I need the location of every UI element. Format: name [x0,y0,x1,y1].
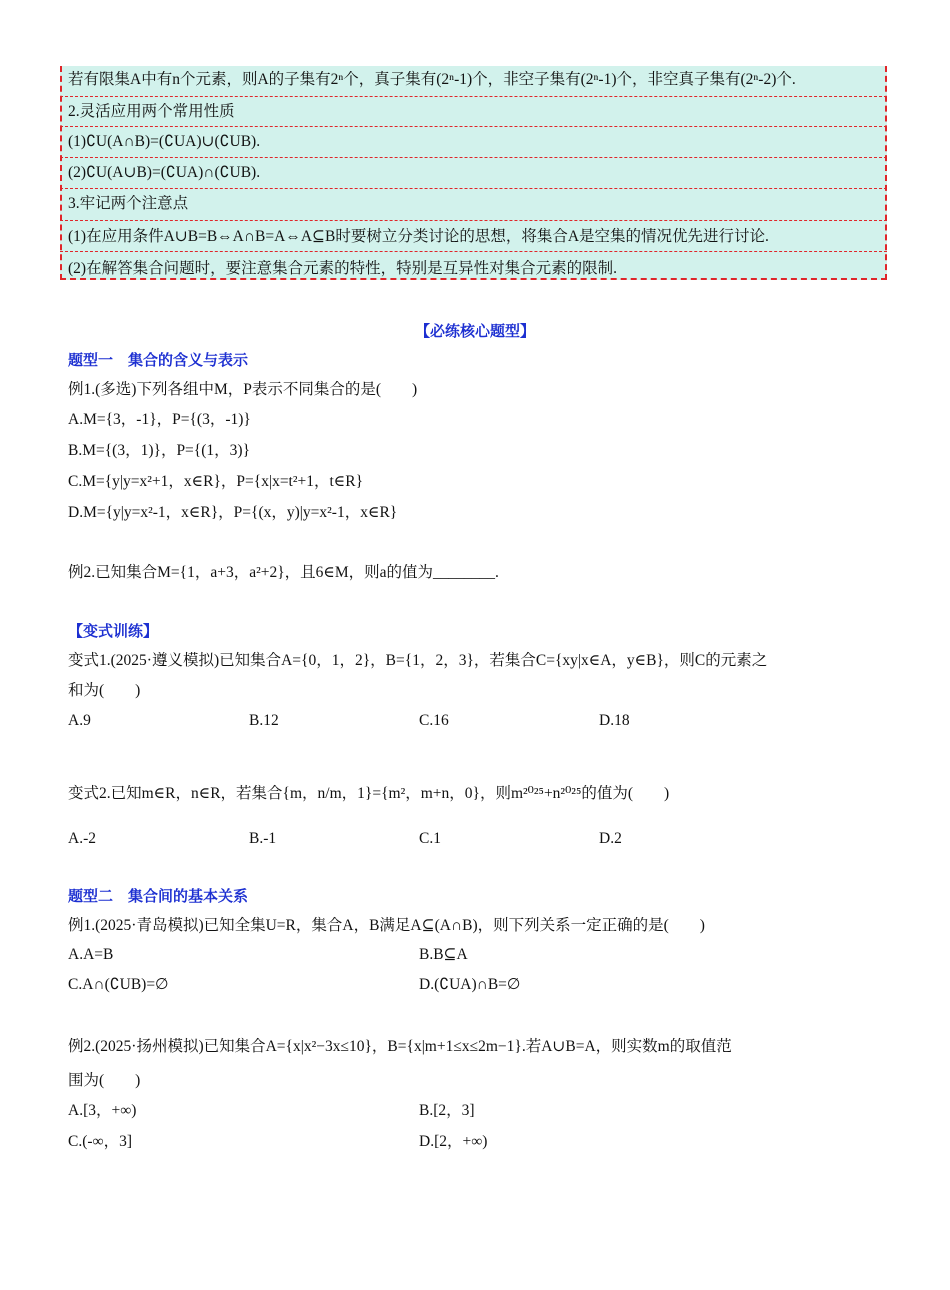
type1-ex1-option-a: A.M={3，-1}，P={(3，-1)} [68,411,251,428]
section-heading: 【必练核心题型】 [414,322,535,340]
type2-ex1-option-a: A.A=B [68,946,114,963]
box-line-7: (2)在解答集合问题时，要注意集合元素的特性，特别是互异性对集合元素的限制. [68,260,617,277]
type1-heading: 题型一 集合的含义与表示 [68,351,249,369]
variant-heading: 【变式训练】 [68,622,159,640]
type2-ex1-option-b: B.B⊆A [419,946,468,963]
box-line-4: (2)∁U(A∪B)=(∁UA)∩(∁UB). [68,164,261,181]
box-divider [60,126,887,127]
type2-ex2-option-d: D.[2，+∞) [419,1133,488,1150]
type1-ex2: 例2.已知集合M={1，a+3，a²+2}，且6∈M，则a的值为________. [68,564,499,581]
box-divider [60,157,887,158]
type2-ex1-option-c: C.A∩(∁UB)=∅ [68,976,169,993]
box-divider [60,251,887,252]
box-divider [60,220,887,221]
var2-option-a: A.-2 [68,830,96,847]
type2-ex1-stem: 例1.(2025·青岛模拟)已知全集U=R，集合A，B满足A⊆(A∩B)，则下列关系一定正确的是( ) [68,917,705,934]
var2-option-c: C.1 [419,830,441,847]
box-divider [60,188,887,189]
type1-ex1-option-d: D.M={y|y=x²-1，x∈R}，P={(x，y)|y=x²-1，x∈R} [68,504,398,521]
type2-ex2-stem-line2: 围为( ) [68,1072,141,1089]
var1-stem-line1: 变式1.(2025·遵义模拟)已知集合A={0，1，2}，B={1，2，3}，若集合C={xy|x∈A，y∈B}，则C的元素之 [68,652,768,669]
box-line-6: (1)在应用条件A∪B=B⇔A∩B=A⇔A⊆B时要树立分类讨论的思想，将集合A是空集的情况优先进行讨论. [68,228,769,245]
type2-ex2-option-c: C.(-∞，3] [68,1133,132,1150]
var2-option-d: D.2 [599,830,622,847]
var1-option-a: A.9 [68,712,91,729]
box-line-1: 若有限集A中有n个元素，则A的子集有2ⁿ个，真子集有(2ⁿ-1)个，非空子集有(2ⁿ-1)个，非空真子集有(2ⁿ-2)个. [68,71,796,88]
var1-option-b: B.12 [249,712,279,729]
type1-ex1-stem: 例1.(多选)下列各组中M，P表示不同集合的是( ) [68,381,418,398]
var1-option-d: D.18 [599,712,630,729]
type1-ex1-option-b: B.M={(3，1)}，P={(1，3)} [68,442,251,459]
box-line-3: (1)∁U(A∩B)=(∁UA)∪(∁UB). [68,133,261,150]
type1-ex1-option-c: C.M={y|y=x²+1，x∈R}，P={x|x=t²+1，t∈R} [68,473,364,490]
var2-stem: 变式2.已知m∈R，n∈R，若集合{m，n/m，1}={m²，m+n，0}，则m²⁰²⁵+n²⁰²⁵的值为( ) [68,785,670,802]
box-line-2: 2.灵活应用两个常用性质 [68,103,235,120]
box-line-5: 3.牢记两个注意点 [68,195,189,212]
type2-ex2-option-a: A.[3，+∞) [68,1102,137,1119]
var2-option-b: B.-1 [249,830,277,847]
type2-heading: 题型二 集合间的基本关系 [68,887,249,905]
var1-option-c: C.16 [419,712,449,729]
box-divider [60,96,887,97]
type2-ex2-option-b: B.[2，3] [419,1102,475,1119]
var1-stem-line2: 和为( ) [68,682,141,699]
type2-ex2-stem-line1: 例2.(2025·扬州模拟)已知集合A={x|x²−3x≤10}，B={x|m+1≤x≤2m−1}.若A∪B=A，则实数m的取值范 [68,1038,732,1055]
type2-ex1-option-d: D.(∁UA)∩B=∅ [419,976,521,993]
